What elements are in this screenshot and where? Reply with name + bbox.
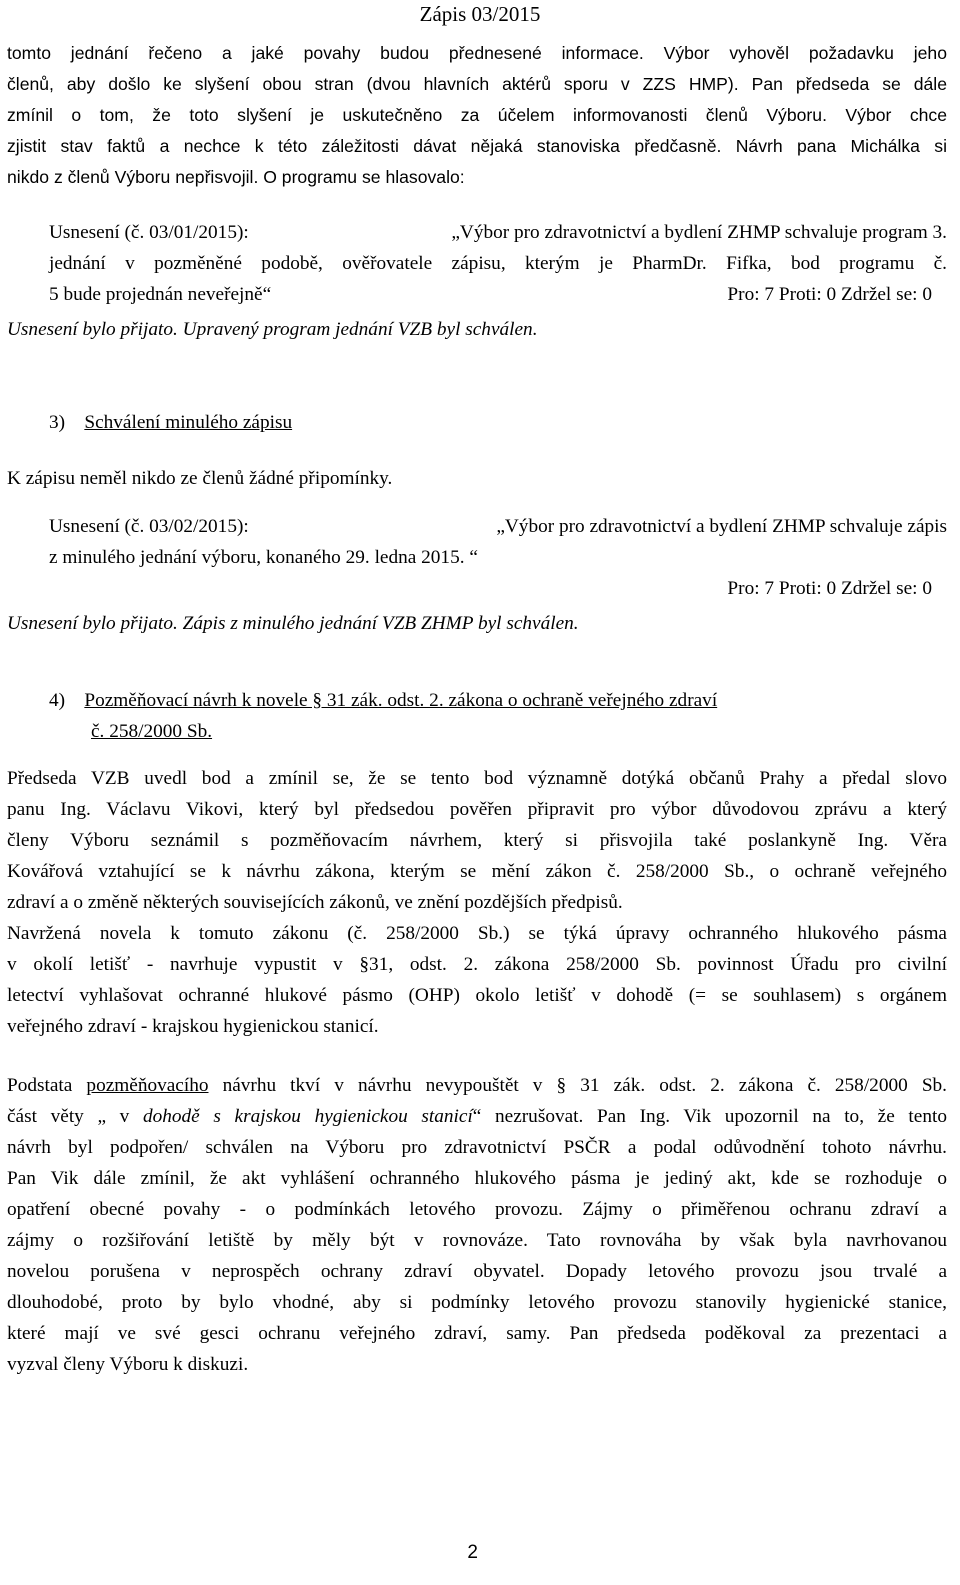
text-line: zmínil o tom, že toto slyšení je uskutečněno za účelem informovanosti členů Výboru. Výbor chce [7,105,947,125]
section-4-heading-cont [7,716,947,747]
resolution-outcome [7,608,947,639]
resolution-label: Usnesení (č. 03/01/2015): [49,222,249,243]
text-line: Pan Vik dále zmínil, že akt vyhlášení ochranného hlukového pásma je jediný akt, kde se rozhoduje o [7,1168,947,1189]
text-span: pozměňovacího [86,1075,209,1096]
text-line: návrh byl podpořen/ schválen na Výboru pro zdravotnictví PSČR a podal odůvodnění tohoto návrhu. [7,1137,947,1158]
text-line: členy Výboru seznámil s pozměňovacím návrhem, který si přisvojila také poslankyně Ing. Věra [7,830,947,851]
resolution-line [49,511,947,542]
paragraph-3 [7,1070,947,1380]
text-line: nikdo z členů Výboru nepřisvojil. O programu se hlasovalo: [7,167,465,187]
section-title: Pozměňovací návrh k novele § 31 zák. odst. 2. zákona o ochraně veřejného zdraví [84,690,718,711]
text-span: Podstata [7,1075,87,1096]
resolution-line: jednání v pozměněné podobě, ověřovatele zápisu, kterým je PharmDr. Fifka, bod programu č. [49,253,947,274]
text-line: dlouhodobé, proto by bylo vhodné, aby si podmínky letového provozu stanovily hygienické stanice, [7,1292,947,1313]
section-number: 3) [49,412,66,433]
text-line: Kovářová vztahující se k návrhu zákona, kterým se mění zákon č. 258/2000 Sb., o ochraně veřejného [7,861,947,882]
section-title: č. 258/2000 Sb. [91,721,213,742]
section-title: Schválení minulého zápisu [84,412,293,433]
text-line: zdraví a o změně některých souvisejících zákonů, ve znění pozdějších předpisů. [7,892,623,913]
resolution-text: „Výbor pro zdravotnictví a bydlení ZHMP schvaluje program 3. [451,222,947,243]
page-header: Zápis 03/2015 [419,2,541,26]
text-line [7,1101,947,1132]
outcome-label: Usnesení bylo přijato. [7,613,178,634]
text-line: novelou porušena v neprospěch ochrany zdraví obyvatel. Dopady letového provozu jsou trvalé a [7,1261,947,1282]
text-line: Předseda VZB uvedl bod a zmínil se, že se tento bod významně dotýká občanů Prahy a předal slovo [7,768,947,789]
section-number: 4) [49,690,66,711]
text-span: část věty „ v [7,1106,143,1127]
text-span: dohodě s krajskou hygienickou stanicí [142,1106,473,1127]
paragraph-1 [7,763,947,918]
vote-result: Pro: 7 Proti: 0 Zdržel se: 0 [727,578,932,599]
text-line: veřejného zdraví - krajskou hygienickou stanicí. [7,1016,379,1037]
outcome-text: Zápis z minulého jednání VZB ZHMP byl schválen. [182,613,579,634]
resolution-2 [7,511,947,604]
resolution-label: Usnesení (č. 03/02/2015): [49,516,249,537]
resolution-text: 5 bude projednán neveřejně“ [49,284,272,305]
section-4-heading [7,685,947,716]
resolution-line [49,217,947,248]
text-line: tomto jednání řečeno a jaké povahy budou přednesené informace. Výbor vyhověl požadavku jeho [7,43,947,63]
text-line [7,1070,947,1101]
intro-paragraph [7,38,947,193]
resolution-line [49,573,947,604]
resolution-outcome [7,314,947,345]
text-line: zjistit stav faktů a nechce k této záležitosti dávat nějaká stanoviska předčasně. Návrh pana Michálka si [7,136,947,156]
resolution-text: „Výbor pro zdravotnictví a bydlení ZHMP schvaluje zápis [496,516,947,537]
resolution-line [49,279,947,310]
resolution-line: z minulého jednání výboru, konaného 29. ledna 2015. “ [49,547,478,568]
document-body [7,38,947,1380]
page-number: 2 [467,1542,478,1563]
text-line: Navržená novela k tomuto zákonu (č. 258/2000 Sb.) se týká úpravy ochranného hlukového pásma [7,923,947,944]
outcome-text: Upravený program jednání VZB byl schválen. [182,319,538,340]
text-line: opatření obecné povahy - o podmínkách letového provozu. Zájmy o přiměřenou ochranu zdraví a [7,1199,947,1220]
paragraph-2 [7,918,947,1042]
text-line: panu Ing. Václavu Vikovi, který byl předsedou pověřen připravit pro výbor důvodovou zprávu a který [7,799,947,820]
text-span: návrhu tkví v návrhu nevypouštět v § 31 zák. odst. 2. zákona č. 258/2000 Sb. [208,1075,947,1096]
section-3-text: K zápisu neměl nikdo ze členů žádné připomínky. [7,468,393,489]
vote-result: Pro: 7 Proti: 0 Zdržel se: 0 [727,284,932,305]
text-line: letectví vyhlašovat ochranné hlukové pásmo (OHP) okolo letišť v dohodě (= se souhlasem) s orgánem [7,985,947,1006]
outcome-label: Usnesení bylo přijato. [7,319,178,340]
text-line: v okolí letišť - navrhuje vypustit v §31, odst. 2. zákona 258/2000 Sb. povinnost Úřadu pro civilní [7,954,947,975]
text-line: členů, aby došlo ke slyšení obou stran (dvou hlavních aktérů sporu v ZZS HMP). Pan předseda se dále [7,74,947,94]
text-line: vyzval členy Výboru k diskuzi. [7,1354,249,1375]
resolution-1 [7,217,947,310]
text-span: “ nezrušovat. Pan Ing. Vik upozornil na to, že tento [472,1106,947,1127]
section-3-heading [7,407,947,438]
text-line: které mají ve své gesci ochranu veřejného zdraví, samy. Pan předseda poděkoval za prezentaci a [7,1323,947,1344]
text-line: zájmy o rozšiřování letiště by měly být v rovnováze. Tato rovnováha by však byla navrhovanou [7,1230,947,1251]
